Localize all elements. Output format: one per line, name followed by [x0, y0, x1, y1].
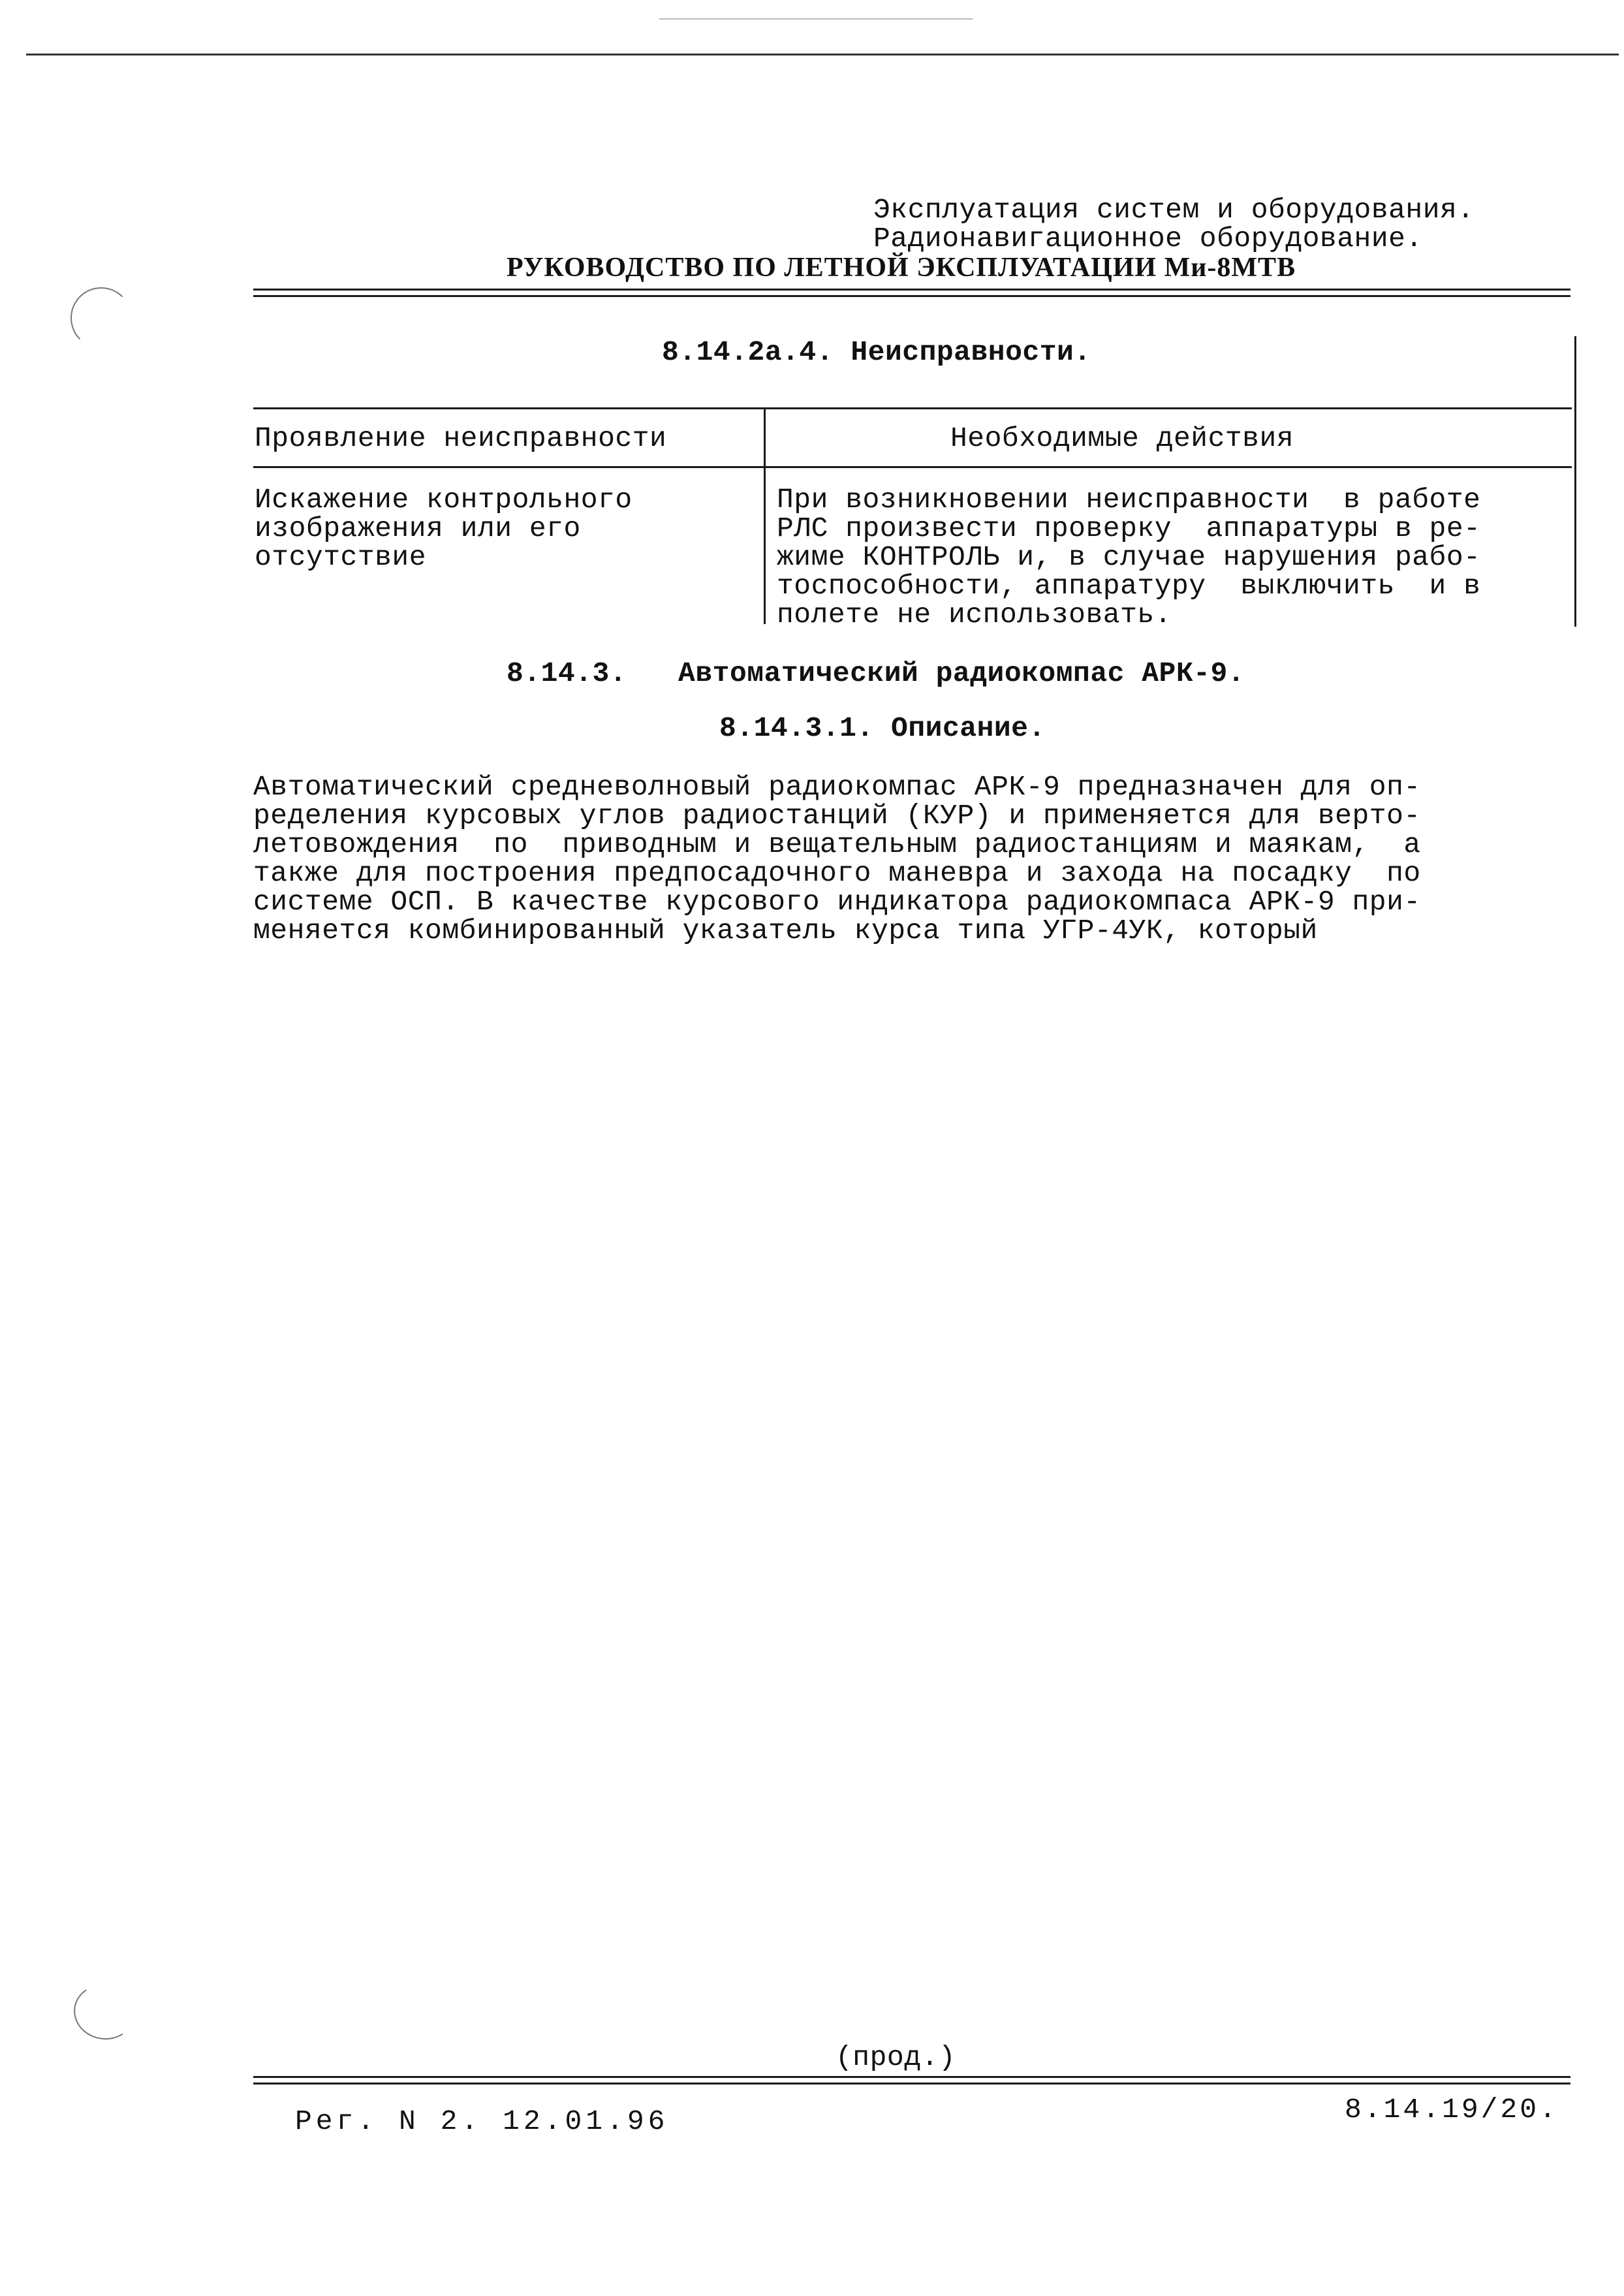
paragraph-line: меняется комбинированный указатель курса типа УГР-4УК, который: [253, 915, 1318, 947]
header-line-2: Радионавигационное оборудование.: [873, 223, 1423, 255]
action-line: РЛС произвести проверку аппаратуры в ре-: [777, 512, 1481, 544]
symptom-line: изображения или его: [255, 512, 581, 544]
table-header-rule: [253, 466, 1572, 468]
page-number: 8.14.19/20.: [1345, 2094, 1559, 2126]
punch-hole-mark: [69, 1979, 139, 2044]
right-margin-bar: [1574, 336, 1576, 627]
scan-edge-line: [26, 54, 1619, 55]
table-header-symptom: Проявление неисправности: [255, 422, 667, 454]
paragraph-line: Автоматический средневолновый радиокомпас АРК-9 предназначен для оп-: [253, 771, 1421, 803]
table-top-rule: [253, 407, 1572, 409]
footer-rule-bottom: [253, 2083, 1570, 2084]
symptom-line: Искажение контрольного: [255, 484, 632, 516]
ark-subsection-title: 8.14.3.1. Описание.: [719, 712, 1046, 744]
ark-section-title: 8.14.3. Автоматический радиокомпас АРК-9.: [507, 657, 1245, 689]
continued-marker: (прод.): [835, 2041, 956, 2073]
table-column-divider: [764, 409, 766, 624]
symptom-line: отсутствие: [255, 541, 427, 573]
table-header-action: Необходимые действия: [950, 422, 1294, 454]
scan-smudge: [659, 18, 973, 20]
punch-hole-mark: [70, 287, 132, 349]
header-rule-top: [253, 289, 1570, 291]
paragraph-line: летовождения по приводным и вещательным радиостанциям и маякам, а: [253, 828, 1421, 860]
paragraph-line: также для построения предпосадочного маневра и захода на посадку по: [253, 857, 1421, 889]
registration-number: Рег. N 2. 12.01.96: [295, 2105, 669, 2137]
action-line: При возникновении неисправности в работе: [777, 484, 1481, 516]
manual-title: РУКОВОДСТВО ПО ЛЕТНОЙ ЭКСПЛУАТАЦИИ Ми-8МТВ: [507, 253, 1296, 283]
paragraph-line: ределения курсовых углов радиостанций (КУР) и применяется для верто-: [253, 800, 1421, 832]
action-line: тоспособности, аппаратуру выключить и в: [777, 570, 1481, 602]
faults-title: 8.14.2а.4. Неисправности.: [662, 336, 1091, 368]
header-rule-bottom: [253, 295, 1570, 297]
action-line: полете не использовать.: [777, 599, 1172, 631]
action-line: жиме КОНТРОЛЬ и, в случае нарушения рабо-: [777, 541, 1481, 573]
header-line-1: Эксплуатация систем и оборудования.: [873, 194, 1475, 226]
footer-rule-top: [253, 2076, 1570, 2078]
paragraph-line: системе ОСП. В качестве курсового индикатора радиокомпаса АРК-9 при-: [253, 886, 1421, 918]
